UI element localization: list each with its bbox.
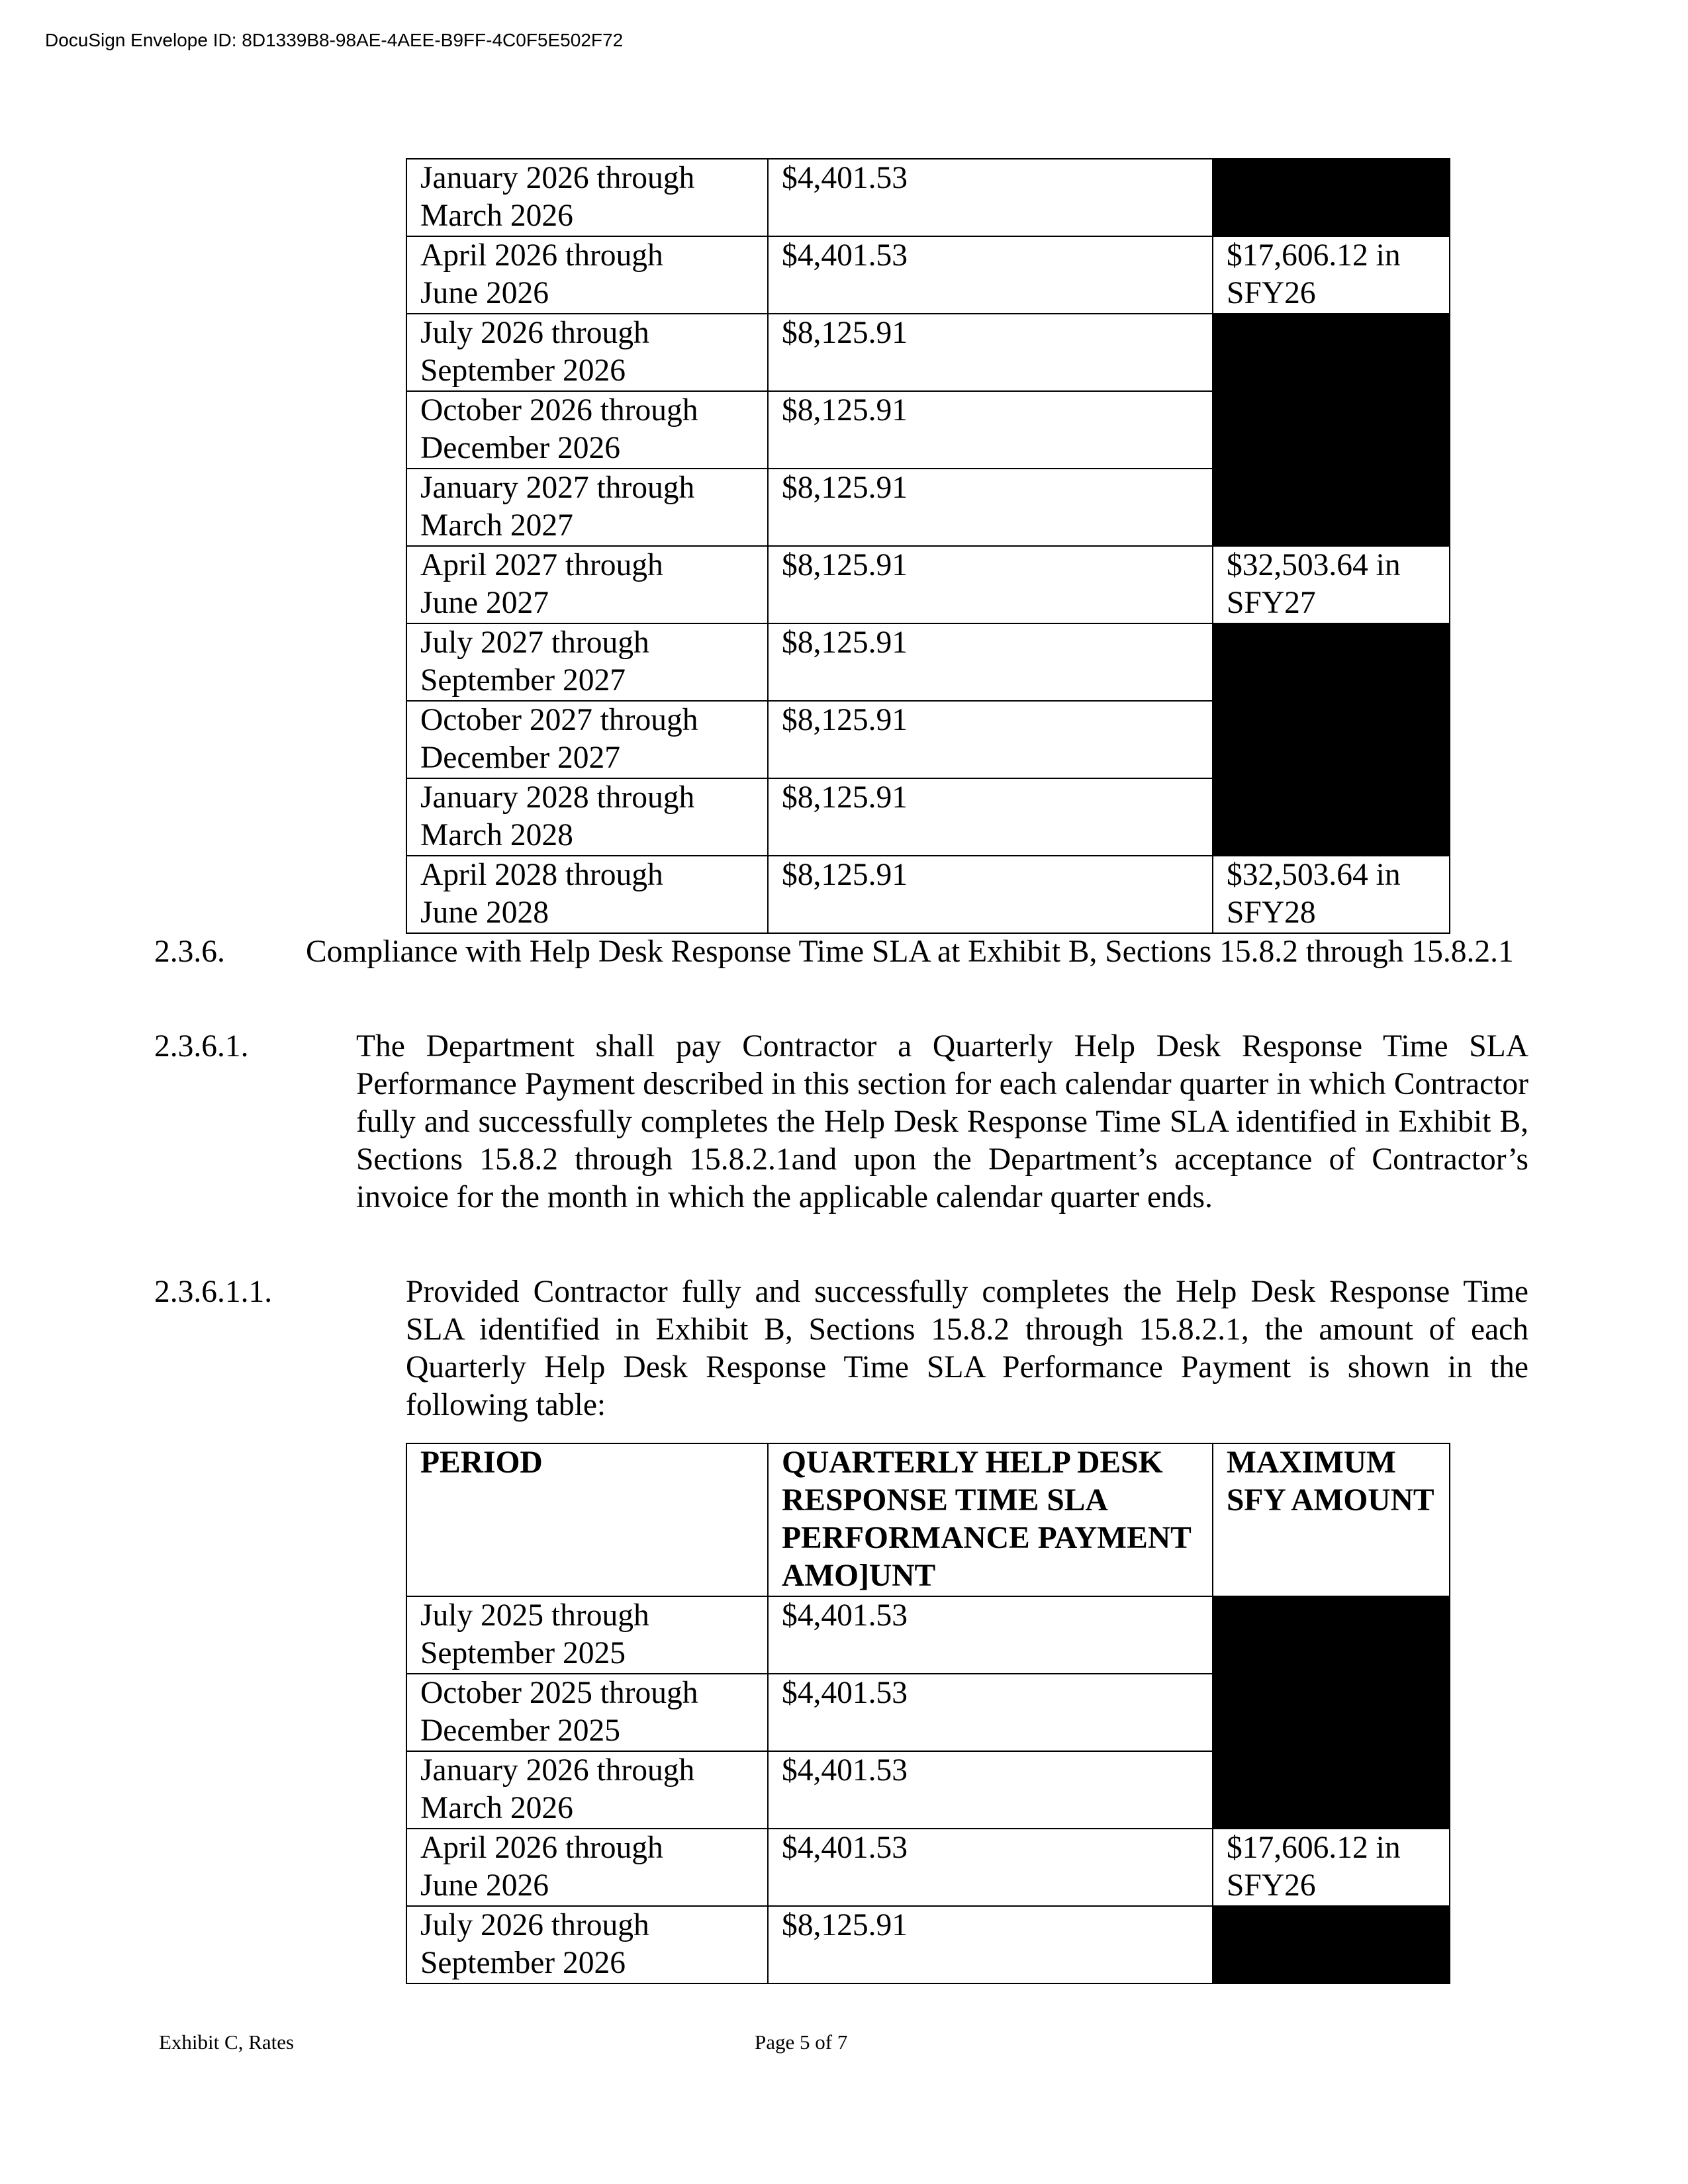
payment-amount-cell: $4,401.53 <box>768 1674 1213 1751</box>
period-line: April 2026 through <box>420 1831 663 1865</box>
redacted-cell <box>1213 1596 1450 1674</box>
table-row <box>406 546 1450 623</box>
period-line: October 2026 through <box>420 393 698 428</box>
period-cell <box>406 159 768 236</box>
period-cell <box>406 236 768 314</box>
docusign-envelope-id: DocuSign Envelope ID: 8D1339B8-98AE-4AEE-B9FF-4C0F5E502F72 <box>45 30 624 50</box>
section-text: Provided Contractor fully and successfully completes the Help Desk Response Time SLA identified in Exhibit B, Sections 15.8.2 through 15.8.2.1, the amount of each Quarterly Help Desk Response Time SLA Performance Payment is shown in the following table: <box>406 1275 1528 1422</box>
table-row <box>406 623 1450 701</box>
table-row <box>406 856 1450 933</box>
period-line: September 2026 <box>420 353 626 388</box>
footer-exhibit-label: Exhibit C, Rates <box>159 2030 295 2054</box>
table-header-row <box>406 1443 1450 1596</box>
max-sfy-amount-cell <box>1213 546 1450 623</box>
sfy-amount-line: SFY26 <box>1227 1868 1316 1903</box>
period-line: September 2027 <box>420 663 626 698</box>
payment-amount-cell: $8,125.91 <box>768 391 1213 469</box>
table-row <box>406 1829 1450 1906</box>
sla-payment-table <box>406 1443 1450 1984</box>
redacted-cell <box>1213 391 1450 469</box>
redacted-cell <box>1213 469 1450 546</box>
period-line: April 2028 through <box>420 858 663 892</box>
period-cell <box>406 1829 768 1906</box>
payment-amount-cell: $8,125.91 <box>768 623 1213 701</box>
period-line: March 2027 <box>420 508 573 543</box>
section-text: The Department shall pay Contractor a Quarterly Help Desk Response Time SLA Performance Payment described in this section for each calendar quarter in which Contractor fully and successfully completes the Help Desk Response Time SLA identified in Exhibit B, Sections 15.8.2 through 15.8.2.1and upon the Department’s acceptance of Contractor’s invoice for the month in which the applicable calendar quarter ends. <box>356 1029 1528 1214</box>
redacted-cell <box>1213 314 1450 391</box>
period-cell <box>406 778 768 856</box>
table-row <box>406 1674 1450 1751</box>
payment-amount-cell: $4,401.53 <box>768 1751 1213 1829</box>
period-cell <box>406 701 768 778</box>
payment-amount-cell: $8,125.91 <box>768 469 1213 546</box>
period-line: September 2026 <box>420 1946 626 1980</box>
sfy-amount-line: SFY28 <box>1227 895 1316 930</box>
payment-amount-cell: $8,125.91 <box>768 546 1213 623</box>
period-line: July 2027 through <box>420 625 649 660</box>
sfy-amount-line: $17,606.12 in <box>1227 1831 1401 1865</box>
period-line: January 2026 through <box>420 1753 695 1788</box>
max-sfy-amount-cell <box>1213 236 1450 314</box>
period-cell <box>406 546 768 623</box>
sla-payment-table-continued <box>406 158 1450 934</box>
payment-amount-cell: $8,125.91 <box>768 1906 1213 1983</box>
sfy-amount-line: SFY27 <box>1227 586 1316 620</box>
payment-amount-cell: $4,401.53 <box>768 1596 1213 1674</box>
sfy-amount-line: $32,503.64 in <box>1227 858 1401 892</box>
period-line: December 2026 <box>420 431 621 465</box>
period-cell <box>406 469 768 546</box>
table-top-body <box>406 159 1450 933</box>
period-line: July 2026 through <box>420 316 649 350</box>
redacted-cell <box>1213 701 1450 778</box>
period-line: December 2027 <box>420 741 621 775</box>
period-cell <box>406 1674 768 1751</box>
section-text: Compliance with Help Desk Response Time SLA at Exhibit B, Sections 15.8.2 through 15.8.2.1 <box>306 934 1514 969</box>
redacted-cell <box>1213 1674 1450 1751</box>
sfy-amount-line: $32,503.64 in <box>1227 548 1401 582</box>
redacted-cell <box>1213 1751 1450 1829</box>
max-sfy-amount-cell <box>1213 1829 1450 1906</box>
period-line: June 2026 <box>420 1868 549 1903</box>
table-row <box>406 391 1450 469</box>
period-cell <box>406 1596 768 1674</box>
payment-amount-cell: $4,401.53 <box>768 236 1213 314</box>
table-row <box>406 159 1450 236</box>
period-cell <box>406 1751 768 1829</box>
period-line: September 2025 <box>420 1636 626 1670</box>
period-line: June 2027 <box>420 586 549 620</box>
payment-amount-cell: $8,125.91 <box>768 314 1213 391</box>
period-line: July 2025 through <box>420 1598 649 1633</box>
section-number: 2.3.6.1. <box>154 1029 249 1064</box>
period-line: October 2027 through <box>420 703 698 737</box>
max-sfy-amount-cell <box>1213 856 1450 933</box>
table-row <box>406 236 1450 314</box>
period-cell <box>406 314 768 391</box>
section-number: 2.3.6.1.1. <box>154 1275 273 1309</box>
period-cell <box>406 1906 768 1983</box>
sfy-amount-line: $17,606.12 in <box>1227 238 1401 273</box>
footer-page-number: Page 5 of 7 <box>755 2030 848 2054</box>
payment-amount-cell: $8,125.91 <box>768 778 1213 856</box>
period-line: June 2028 <box>420 895 549 930</box>
period-line: October 2025 through <box>420 1676 698 1710</box>
period-line: April 2026 through <box>420 238 663 273</box>
period-line: March 2026 <box>420 199 573 233</box>
redacted-cell <box>1213 623 1450 701</box>
table-row <box>406 314 1450 391</box>
period-cell <box>406 856 768 933</box>
payment-amount-cell: $8,125.91 <box>768 701 1213 778</box>
header-period: PERIOD <box>406 1443 768 1596</box>
period-cell <box>406 623 768 701</box>
payment-amount-cell: $4,401.53 <box>768 1829 1213 1906</box>
table-row <box>406 778 1450 856</box>
period-line: January 2027 through <box>420 471 695 505</box>
period-cell <box>406 391 768 469</box>
table-row <box>406 1596 1450 1674</box>
payment-amount-cell: $4,401.53 <box>768 159 1213 236</box>
period-line: March 2026 <box>420 1791 573 1825</box>
redacted-cell <box>1213 159 1450 236</box>
period-line: July 2026 through <box>420 1908 649 1942</box>
table-row <box>406 701 1450 778</box>
period-line: June 2026 <box>420 276 549 310</box>
table-bottom-body <box>406 1596 1450 1983</box>
period-line: March 2028 <box>420 818 573 852</box>
period-line: December 2025 <box>420 1713 621 1748</box>
period-line: April 2027 through <box>420 548 663 582</box>
sfy-amount-line: SFY26 <box>1227 276 1316 310</box>
table-row <box>406 469 1450 546</box>
period-line: January 2026 through <box>420 161 695 195</box>
header-payment-amount: QUARTERLY HELP DESK RESPONSE TIME SLA PERFORMANCE PAYMENT AMO]UNT <box>768 1443 1213 1596</box>
period-line: January 2028 through <box>420 780 695 815</box>
payment-amount-cell: $8,125.91 <box>768 856 1213 933</box>
redacted-cell <box>1213 1906 1450 1983</box>
table-row <box>406 1906 1450 1983</box>
header-max-sfy-amount: MAXIMUM SFY AMOUNT <box>1213 1443 1450 1596</box>
section-number: 2.3.6. <box>154 934 225 969</box>
redacted-cell <box>1213 778 1450 856</box>
table-row <box>406 1751 1450 1829</box>
